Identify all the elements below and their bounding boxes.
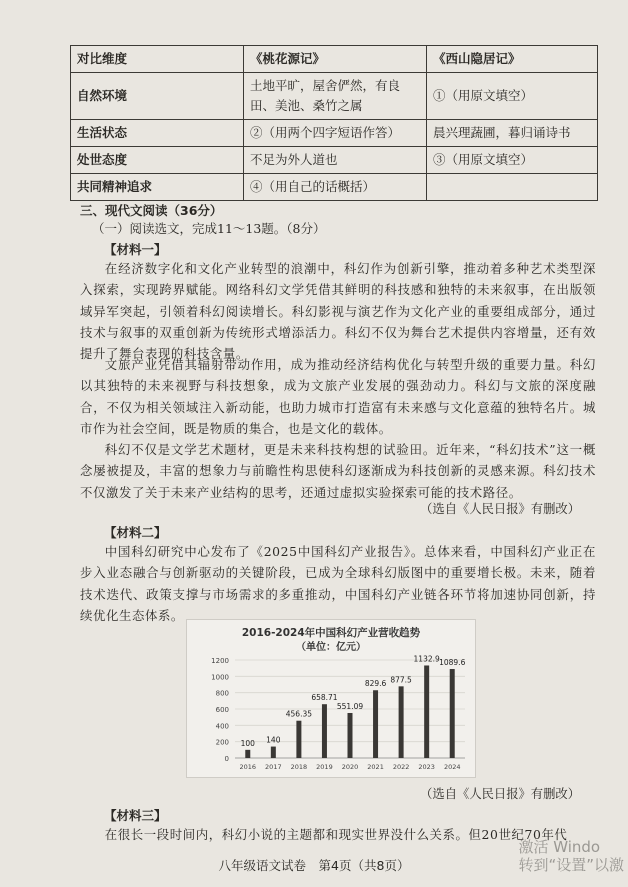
material-3-paragraph-1: 在很长一段时间内，科幻小说的主题都和现实世界没什么关系。但20世纪70年代 — [104, 827, 568, 842]
table-header-cell: 对比维度 — [71, 46, 244, 73]
chart-bar — [296, 721, 301, 758]
chart-ytick-label: 600 — [215, 706, 229, 714]
revenue-bar-chart — [186, 619, 476, 778]
table-header-row — [71, 46, 598, 73]
chart-value-label: 140 — [266, 735, 281, 745]
table-row — [71, 147, 598, 174]
material-2-label: 【材料二】 — [104, 525, 167, 540]
chart-xtick-label: 2016 — [239, 763, 257, 771]
chart-ytick-label: 1000 — [211, 673, 229, 682]
section-subtitle: （一）阅读选文，完成11～13题。（8分） — [92, 221, 326, 236]
table-row — [71, 120, 598, 147]
chart-bar — [399, 686, 404, 758]
table-cell: ①（用原文填空） — [427, 73, 598, 120]
page-footer: 八年级语文试卷 第4页（共8页） — [218, 858, 410, 873]
material-1-paragraph-3: 科幻不仅是文学艺术题材，更是未来科技构想的试验田。近年来，“科幻技术”这一概念屡被提及，丰富的想象力与前瞻性构思使科幻逐渐成为科技创新的灵感来源。科幻技术不仅激发了关于未来产业结构的思考，还通过虚拟实验探索可能的技术路径。 — [80, 442, 596, 500]
chart-value-label: 658.71 — [311, 693, 338, 703]
material-2-paragraph-1: 中国科幻研究中心发布了《2025中国科幻产业报告》。总体来看，中国科幻产业正在步入业态融合与创新驱动的关键阶段，已成为全球科幻版图中的重要增长极。未来，随着技术迭代、政策支撑与市场需求的多重推动，中国科幻产业链各环节将加速协同创新，持续优化生态体系。 — [80, 544, 596, 623]
comparison-table — [70, 45, 598, 201]
table-cell: 共同精神追求 — [71, 174, 244, 201]
chart-ytick-label: 1200 — [211, 657, 229, 665]
watermark-line-2: 转到“设置”以激 — [518, 856, 624, 874]
section-title: 三、现代文阅读（36分） — [80, 203, 223, 218]
table-cell: ④（用自己的话概括） — [244, 174, 427, 201]
chart-ytick-label: 800 — [215, 689, 229, 698]
table-cell: ②（用两个四字短语作答） — [244, 120, 427, 147]
chart-value-label: 551.09 — [336, 701, 364, 711]
material-2-source: （选自《人民日报》有删改） — [420, 787, 580, 801]
chart-xtick-label: 2024 — [443, 763, 461, 771]
table-cell: 不足为外人道也 — [244, 147, 427, 174]
chart-xtick-label: 2022 — [392, 763, 410, 771]
chart-svg — [187, 620, 475, 777]
material-1-label: 【材料一】 — [104, 242, 167, 257]
material-1-paragraph-1: 在经济数字化和文化产业转型的浪潮中，科幻作为创新引擎，推动着多种艺术类型深入探索，实现跨界赋能。网络科幻文学凭借其鲜明的科技感和独特的未来叙事，在出版领域异军突起，引领着科幻阅读增长。科幻影视与演艺作为文化产业的重要组成部分，通过技术与叙事的双重创新为传统形式增添活力。科幻不仅为舞台艺术提供内容增量，还有效提升了舞台表现的科技含量。 — [80, 261, 596, 362]
chart-value-label: 100 — [240, 738, 255, 748]
table-cell: 处世态度 — [71, 147, 244, 174]
chart-xtick-label: 2020 — [341, 763, 359, 771]
chart-bar — [424, 665, 429, 758]
chart-xtick-label: 2017 — [265, 763, 282, 771]
chart-value-label: 877.5 — [390, 675, 412, 685]
chart-bar — [245, 750, 250, 758]
chart-bar — [348, 713, 353, 758]
chart-ytick-label: 400 — [215, 722, 229, 731]
watermark-line-1: 激活 Windo — [518, 838, 601, 856]
chart-value-label: 1089.6 — [439, 658, 466, 668]
chart-bar — [271, 747, 276, 758]
chart-value-label: 1132.9 — [413, 654, 440, 664]
chart-xtick-label: 2018 — [290, 763, 308, 771]
table-cell: 土地平旷，屋舍俨然，有良田、美池、桑竹之属 — [244, 73, 427, 120]
chart-bar — [322, 704, 327, 758]
material-3-label: 【材料三】 — [104, 808, 167, 823]
table-cell: 生活状态 — [71, 120, 244, 147]
chart-title: 2016-2024年中国科幻产业营收趋势 — [241, 627, 421, 639]
activation-watermark — [518, 838, 624, 874]
table-cell: ③（用原文填空） — [427, 147, 598, 174]
chart-xtick-label: 2021 — [367, 763, 384, 771]
chart-value-label: 829.6 — [364, 679, 387, 689]
chart-bar — [450, 669, 455, 758]
chart-xtick-label: 2023 — [418, 763, 435, 771]
chart-ytick-label: 0 — [224, 755, 229, 763]
material-1-source: （选自《人民日报》有删改） — [420, 502, 580, 516]
table-header-cell: 《桃花源记》 — [244, 46, 427, 73]
chart-ytick-label: 200 — [215, 738, 229, 747]
table-row — [71, 73, 598, 120]
material-1-paragraph-2: 文旅产业凭借其辐射带动作用，成为推动经济结构优化与转型升级的重要力量。科幻以其独特的未来视野与科技想象，成为文旅产业发展的强劲动力。科幻与文旅的深度融合，不仅为相关领域注入新动能，也助力城市打造富有未来感与文化意蕴的独特名片。城市作为社会空间，既是物质的集合，也是文化的载体。 — [80, 357, 596, 436]
chart-bar — [373, 690, 378, 758]
table-cell: 晨兴理蔬圃，暮归诵诗书 — [427, 120, 598, 147]
table-header-cell: 《西山隐居记》 — [427, 46, 598, 73]
table-row — [71, 174, 598, 201]
chart-xtick-label: 2019 — [316, 763, 333, 771]
chart-value-label: 456.35 — [285, 709, 313, 719]
table-cell — [427, 174, 598, 201]
table-cell: 自然环境 — [71, 73, 244, 120]
chart-subtitle: （单位：亿元） — [296, 642, 366, 653]
